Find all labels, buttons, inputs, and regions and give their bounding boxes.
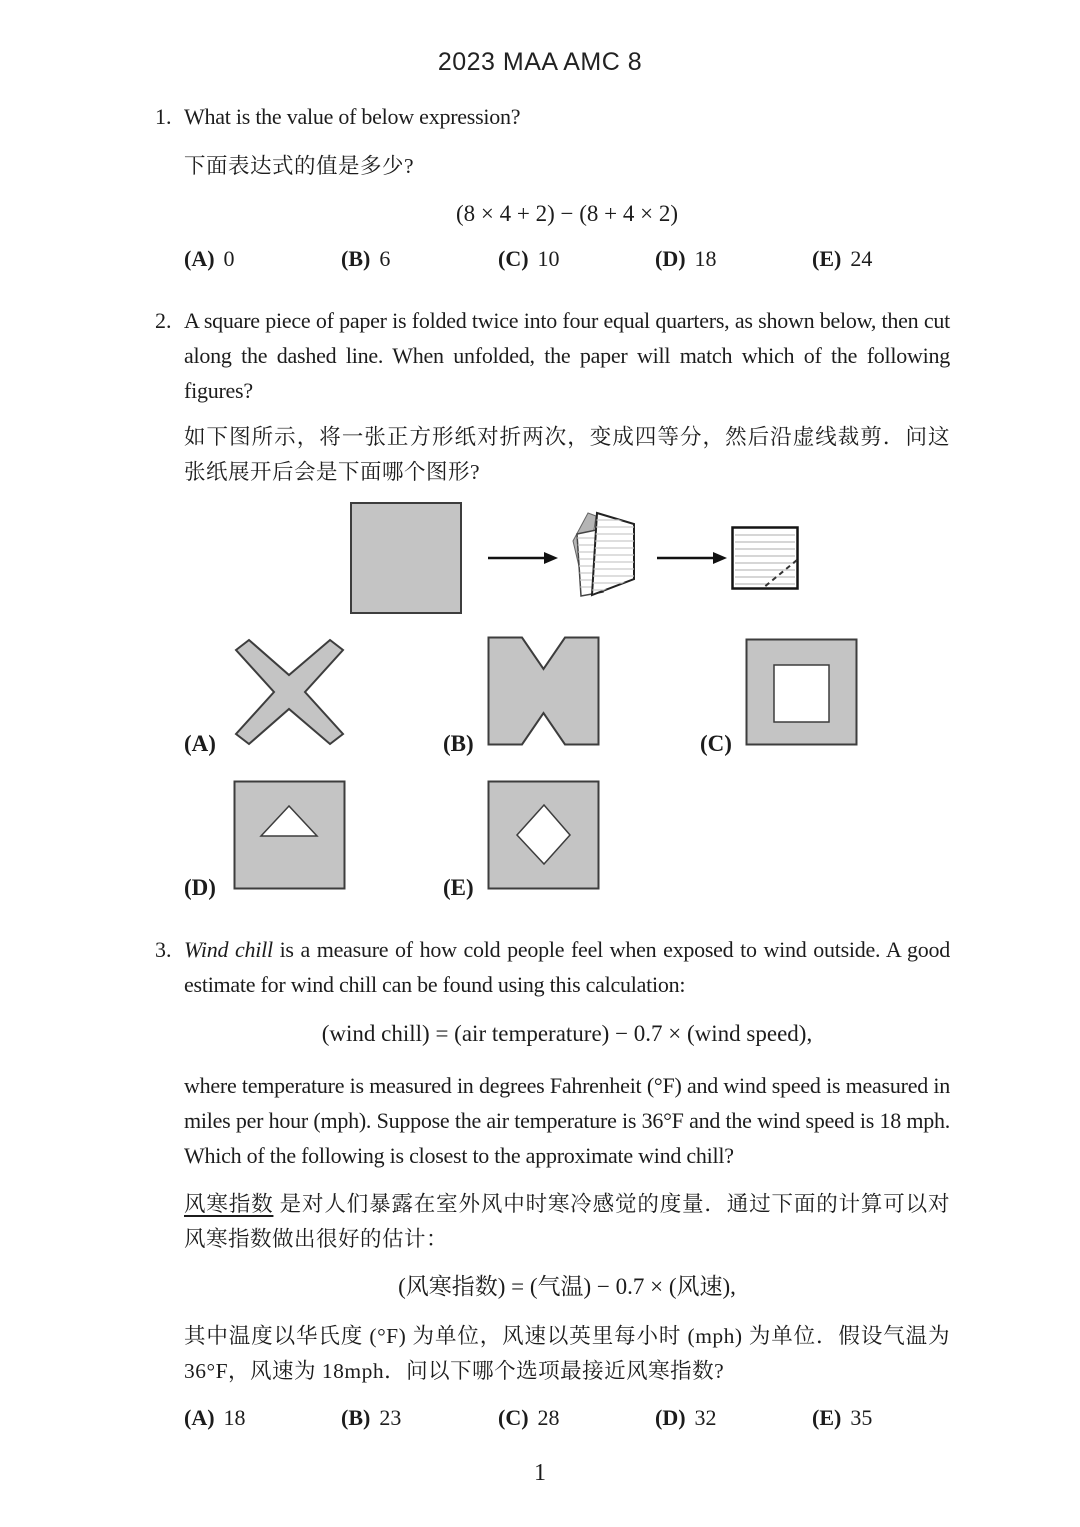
- option-value: 24: [850, 246, 873, 271]
- question-text-en: What is the value of below expression?: [184, 104, 521, 129]
- option: [498, 245, 655, 273]
- question-body-zh: 其中温度以华氏度 (°F) 为单位，风速以英里每小时 (mph) 为单位．假设气温为 36°F，风速为 18mph．问以下哪个选项最接近风寒指数?: [184, 1324, 950, 1383]
- answer-figure-label: (B): [443, 731, 474, 756]
- options-row: [184, 245, 950, 273]
- math-formula-en: (wind chill) = (air temperature) − 0.7 × (wind speed),: [321, 1021, 813, 1046]
- option: [341, 1404, 498, 1432]
- intro-zh-rest: 是对人们暴露在室外风中时寒冷感觉的度量．通过下面的计算可以对风寒指数做出很好的估计：: [184, 1192, 950, 1251]
- italic-term: Wind chill: [184, 937, 273, 962]
- page-number: 1: [534, 1460, 546, 1486]
- option: [655, 245, 812, 273]
- option-value: 28: [537, 1405, 560, 1430]
- question-number: 1.: [155, 104, 172, 129]
- math-formula-zh: (风寒指数) = (气温) − 0.7 × (风速),: [398, 1274, 736, 1299]
- option-label: (E): [812, 1405, 842, 1430]
- question-body-en: where temperature is measured in degrees Fahrenheit (°F) and wind speed is measured in miles per hour (mph). Suppose the air temperature is 36°F and the wind speed is 18 mph. Which of the following is closest to the approximate wind chill?: [184, 1073, 950, 1168]
- source-square-figure: [350, 502, 462, 614]
- answer-figures-row: [184, 780, 950, 900]
- option-label: (A): [184, 246, 215, 271]
- folded-paper-figure: [561, 508, 636, 608]
- answer-choice-b: [443, 636, 600, 756]
- option: [341, 245, 498, 273]
- answer-figure-d-triangle-hole: [233, 780, 346, 890]
- intro-rest: is a measure of how cold people feel when exposed to wind outside. A good estimate for wind chill can be found using this calculation:: [184, 937, 950, 997]
- arrow-right-icon: [656, 549, 728, 567]
- option: [812, 1404, 872, 1432]
- option-value: 32: [694, 1405, 717, 1430]
- question-number: 2.: [155, 308, 172, 333]
- option-label: (C): [498, 1405, 529, 1430]
- question-2: [155, 303, 950, 900]
- option: [184, 245, 341, 273]
- arrow-right-icon: [487, 549, 559, 567]
- option-value: 23: [379, 1405, 402, 1430]
- answer-figure-label: (E): [443, 875, 474, 900]
- math-formula: (8 × 4 + 2) − (8 + 4 × 2): [456, 201, 678, 226]
- option-value: 18: [223, 1405, 246, 1430]
- question-text-zh: 如下图所示，将一张正方形纸对折两次，变成四等分，然后沿虚线裁剪．问这张纸展开后会是下面哪个图形?: [184, 425, 950, 484]
- answer-choice-c: [700, 638, 858, 756]
- option: [655, 1404, 812, 1432]
- options-row: [184, 1404, 950, 1432]
- underlined-term: 风寒指数: [184, 1192, 274, 1216]
- option-label: (A): [184, 1405, 215, 1430]
- option-label: (E): [812, 246, 842, 271]
- question-1: [155, 99, 950, 273]
- question-number: 3.: [155, 937, 172, 962]
- option-label: (D): [655, 246, 686, 271]
- option-value: 18: [694, 246, 717, 271]
- answer-choice-e: [443, 780, 600, 900]
- answer-figures-row: [184, 636, 950, 756]
- option: [812, 245, 872, 273]
- answer-figure-label: (A): [184, 731, 216, 756]
- folding-diagram: [350, 502, 950, 614]
- option-label: (B): [341, 1405, 371, 1430]
- option: [184, 1404, 341, 1432]
- question-3: [155, 932, 950, 1432]
- option-value: 6: [379, 246, 391, 271]
- answer-choice-d: [184, 780, 346, 900]
- cut-square-figure: [731, 526, 799, 590]
- answer-figure-label: (D): [184, 875, 216, 900]
- option: [498, 1404, 655, 1432]
- answer-figure-c-square-hole: [745, 638, 858, 746]
- option-label: (C): [498, 246, 529, 271]
- option-value: 35: [850, 1405, 873, 1430]
- answer-figure-e-diamond-hole: [487, 780, 600, 890]
- answer-figure-a-x-shape: [233, 638, 346, 746]
- answer-figure-label: (C): [700, 731, 732, 756]
- question-intro-en: [184, 932, 950, 1002]
- question-intro-zh: [184, 1187, 950, 1257]
- question-text-en: A square piece of paper is folded twice into four equal quarters, as shown below, then cut along the dashed line. When unfolded, the paper will match which of the following figures?: [184, 308, 950, 403]
- question-text-zh: 下面表达式的值是多少?: [184, 154, 415, 178]
- answer-choice-a: [184, 638, 346, 756]
- page-title: 2023 MAA AMC 8: [437, 48, 643, 76]
- option-label: (B): [341, 246, 371, 271]
- option-value: 0: [223, 246, 235, 271]
- answer-figure-b-notched-square: [487, 636, 600, 746]
- option-value: 10: [537, 246, 560, 271]
- option-label: (D): [655, 1405, 686, 1430]
